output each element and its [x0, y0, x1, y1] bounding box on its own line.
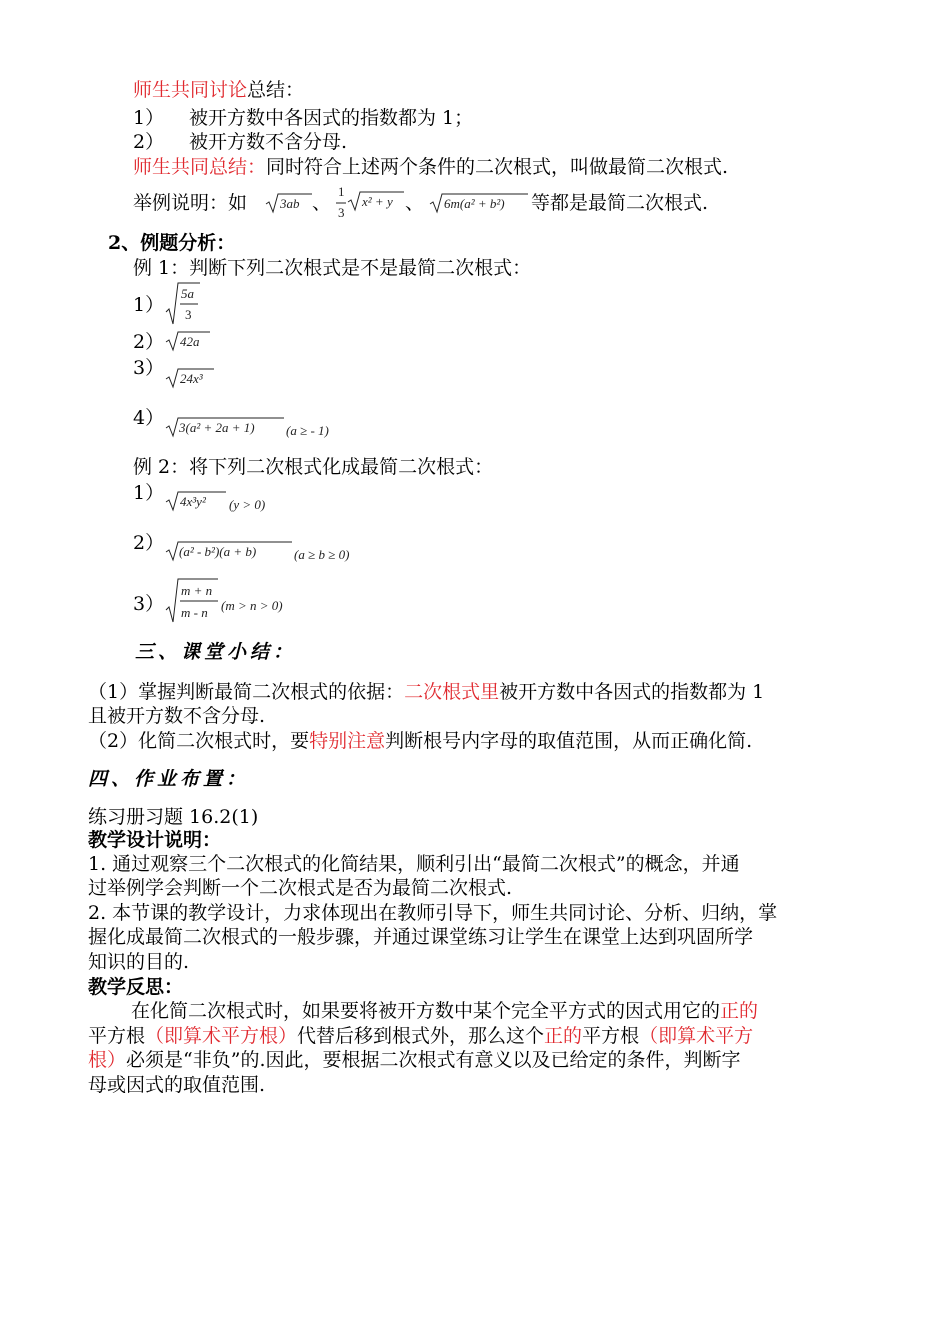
ex2-item1-sqrt	[166, 490, 228, 512]
reflection-line-2	[88, 1024, 753, 1048]
condition-1-text: 被开方数中各因式的指数都为 1；	[189, 107, 474, 129]
sqrt-3ab	[266, 192, 312, 214]
example-line	[133, 191, 247, 215]
reflection-line-3-red: 根）	[88, 1049, 127, 1071]
condition-2-text: 被开方数不含分母.	[189, 131, 348, 153]
sqrt-3ab-radicand: 3ab	[280, 196, 300, 211]
summary-point-2	[88, 729, 752, 753]
reflection-heading: 教学反思：	[88, 976, 184, 998]
ex2-item1-num: 1）	[133, 482, 165, 504]
ex2-item1-condition-text: (y > 0)	[229, 497, 266, 512]
summary-text: 同时符合上述两个条件的二次根式，叫做最简二次根式.	[266, 156, 729, 178]
reflection-line-1-text: 在化简二次根式时，如果要将被开方数中某个完全平方式的因式用它的	[131, 1000, 721, 1022]
frac-numerator: 1	[338, 184, 345, 199]
reflection-line-2-c: 平方根	[582, 1025, 640, 1047]
ex1-item1-sqrt	[166, 282, 202, 326]
ex1-item4-condition-text: (a ≥ - 1)	[286, 423, 329, 438]
design-p1-line1: 1. 通过观察三个二次根式的化简结果，顺利引出“最简二次根式”的概念，并通	[88, 853, 740, 875]
ex2-item1-condition	[229, 494, 265, 513]
example-prefix: 举例说明：如	[133, 192, 248, 214]
ex1-item4-num: 4）	[133, 407, 165, 429]
summary-point-1-tail: 被开方数中各因式的指数都为 1	[499, 681, 765, 703]
reflection-line-4: 母或因式的取值范围.	[88, 1074, 266, 1096]
ex2-item3-num: 3）	[133, 593, 165, 615]
ex1-item1-denominator: 3	[185, 307, 192, 322]
ex2-item3-condition-text: (m > n > 0)	[221, 598, 283, 613]
ex2-item1-radicand: 4x³y²	[180, 494, 206, 509]
homework-text: 练习册习题 16.2(1)	[88, 806, 259, 828]
example-1-title: 例 1：判断下列二次根式是不是最简二次根式：	[133, 257, 532, 279]
ex1-item2-num: 2）	[133, 331, 165, 353]
design-p2-line3: 知识的目的.	[88, 951, 190, 973]
sqrt-x2-plus-y	[348, 190, 404, 212]
ex1-item3-radicand: 24x³	[180, 371, 203, 386]
example-2-title: 例 2：将下列二次根式化成最简二次根式：	[133, 456, 494, 478]
sqrt-6m	[430, 192, 528, 214]
discuss-tail: 总结：	[247, 79, 305, 101]
ex2-item2-condition	[294, 544, 349, 563]
reflection-line-2-red2: 正的	[544, 1025, 583, 1047]
ex1-item4-sqrt	[166, 416, 286, 438]
ex1-item3-num: 3）	[133, 357, 165, 379]
ex2-item3-denominator: m - n	[181, 605, 208, 620]
ex1-item1-num: 1）	[133, 294, 165, 316]
discuss-label: 师生共同讨论	[133, 79, 248, 101]
frac-denominator: 3	[338, 205, 345, 220]
summary-point-1-red: 二次根式里	[404, 681, 500, 703]
reflection-line-2-b: 代替后移到根式外，那么这个	[297, 1025, 545, 1047]
summary-point-1	[88, 680, 764, 704]
reflection-line-2-red3: （即算术平方	[639, 1025, 754, 1047]
design-p1-line2: 过举例学会判断一个二次根式是否为最简二次根式.	[88, 877, 513, 899]
ex1-item1-numerator: 5a	[181, 286, 194, 301]
design-heading: 教学设计说明：	[88, 829, 222, 851]
summary-point-1-prefix: （1）掌握判断最简二次根式的依据：	[88, 681, 405, 703]
summary-line	[133, 155, 728, 179]
condition-2-num: 2）	[133, 131, 165, 153]
reflection-line-1-red: 正的	[720, 1000, 759, 1022]
reflection-line-2-red1: （即算术平方根）	[145, 1025, 298, 1047]
design-p2-line2: 握化成最简二次根式的一般步骤，并通过课堂练习让学生在课堂上达到巩固所学	[88, 926, 754, 948]
reflection-line-2-a: 平方根	[88, 1025, 146, 1047]
example-suffix: 等都是最简二次根式.	[531, 192, 709, 214]
summary-point-2-tail: 判断根号内字母的取值范围，从而正确化简.	[385, 730, 753, 752]
summary-point-2-prefix: （2）化简二次根式时，要	[88, 730, 310, 752]
summary-heading: 三、课堂小结：	[135, 641, 297, 663]
ex1-item4-radicand: 3(a² + 2a + 1)	[179, 420, 255, 435]
homework-heading: 四、作业布置：	[88, 768, 250, 790]
ex2-item3-condition	[221, 595, 283, 614]
summary-point-2-red: 特别注意	[309, 730, 386, 752]
ex2-item2-sqrt	[166, 540, 294, 562]
ex2-item2-num: 2）	[133, 532, 165, 554]
ex2-item3-sqrt	[166, 578, 220, 624]
discuss-line	[133, 78, 304, 102]
summary-point-1-line2: 且被开方数不含分母.	[88, 705, 266, 727]
ex1-item4-condition	[286, 420, 329, 439]
design-p2-line1: 2. 本节课的教学设计，力求体现出在教师引导下，师生共同讨论、分析、归纳，掌	[88, 902, 778, 924]
reflection-line-1	[131, 999, 758, 1023]
ex1-item2-radicand: 42a	[180, 334, 200, 349]
ex2-item2-radicand: (a² - b²)(a + b)	[179, 544, 257, 559]
condition-1	[133, 106, 474, 130]
examples-heading: 2、例题分析：	[108, 232, 236, 254]
example-sep-1: 、	[312, 192, 332, 214]
frac-one-third	[336, 184, 348, 224]
sqrt-6m-radicand: 6m(a² + b²)	[444, 196, 505, 211]
sqrt-x2-plus-y-radicand: x² + y	[362, 194, 393, 209]
reflection-line-3	[88, 1048, 740, 1072]
example-sep-2: 、	[405, 192, 425, 214]
condition-2	[133, 130, 348, 154]
ex1-item2-sqrt	[166, 330, 210, 352]
summary-label: 师生共同总结：	[133, 156, 267, 178]
ex1-item3-sqrt	[166, 367, 216, 389]
ex2-item3-numerator: m + n	[181, 583, 213, 598]
ex2-item2-condition-text: (a ≥ b ≥ 0)	[294, 547, 350, 562]
reflection-line-3-tail: 必须是“非负”的.因此，要根据二次根式有意义以及已给定的条件，判断字	[126, 1049, 741, 1071]
condition-1-num: 1）	[133, 107, 165, 129]
